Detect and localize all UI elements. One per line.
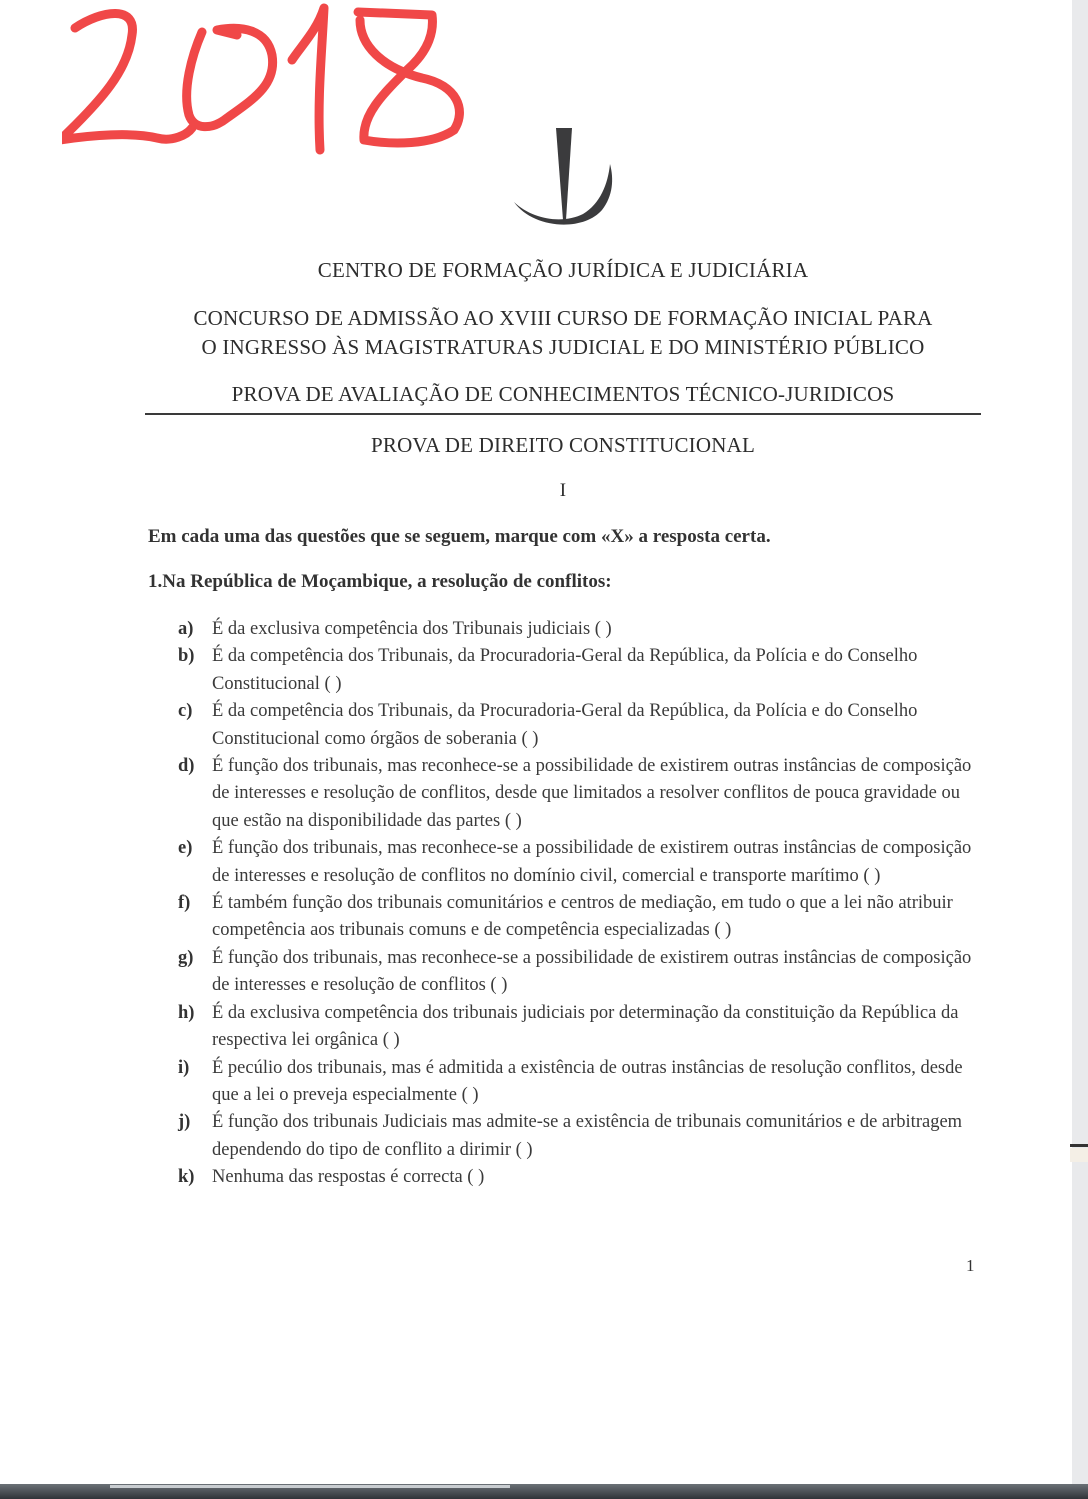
contest-title-line-1: CONCURSO DE ADMISSÃO AO XVIII CURSO DE FORMAÇÃO INICIAL PARA	[193, 306, 933, 330]
option-k[interactable]	[178, 1164, 988, 1191]
exam-type-title: PROVA DE AVALIAÇÃO DE CONHECIMENTOS TÉCNICO-JURIDICOS	[231, 382, 895, 406]
option-text: É função dos tribunais Judiciais mas admite-se a existência de tribunais comunitários e de arbitragem dependendo do tipo de conflito a dirimir ( )	[212, 1112, 963, 1160]
scan-artifact-strip	[1070, 1148, 1088, 1162]
option-text: É função dos tribunais, mas reconhece-se a possibilidade de existirem outras instâncias de composição de interesses e resolução de conflitos ( )	[212, 947, 972, 996]
option-letter: k)	[178, 1167, 195, 1188]
option-letter: d)	[178, 756, 195, 777]
section-number: I	[559, 480, 567, 501]
page-number: 1	[966, 1256, 975, 1275]
option-g[interactable]	[178, 945, 988, 1000]
scan-artifact-mark	[1070, 1144, 1088, 1147]
option-c[interactable]	[178, 698, 988, 753]
question-1-stem: 1.Na República de Moçambique, a resolução de conflitos:	[148, 571, 612, 592]
option-f[interactable]	[178, 890, 988, 945]
option-text: É pecúlio dos tribunais, mas é admitida a existência de outras instâncias de resolução conflitos, desde que a lei o preveja especialmente ( )	[212, 1057, 963, 1105]
option-i[interactable]	[178, 1055, 988, 1110]
option-letter: b)	[178, 646, 195, 667]
option-letter: a)	[178, 619, 194, 639]
option-letter: c)	[178, 701, 193, 722]
option-text: É função dos tribunais, mas reconhece-se a possibilidade de existirem outras instâncias de composição de interesses e resolução de conflitos, desde que limitados a resolver conflitos de pouca gravidade ou que estão na disponibilidade das partes ( )	[212, 756, 972, 831]
option-text: É também função dos tribunais comunitários e centros de mediação, em tudo o que a lei não atribuir competência aos tribunais comuns e de competência especializadas ( )	[212, 893, 953, 941]
instructions: Em cada uma das questões que se seguem, marque com «X» a resposta certa.	[148, 526, 771, 547]
option-b[interactable]	[178, 643, 988, 698]
option-text: É da competência dos Tribunais, da Procuradoria-Geral da República, da Polícia e do Conselho Constitucional ( )	[212, 646, 918, 694]
option-text: É da exclusiva competência dos Tribunais judiciais ( )	[212, 619, 612, 639]
institution-title: CENTRO DE FORMAÇÃO JURÍDICA E JUDICIÁRIA	[317, 258, 809, 282]
option-text: É da exclusiva competência dos tribunais judiciais por determinação da constituição da República da respectiva lei orgânica ( )	[212, 1002, 959, 1051]
option-d[interactable]	[178, 753, 988, 835]
option-letter: g)	[178, 947, 194, 968]
header-divider	[145, 413, 981, 415]
option-text: É função dos tribunais, mas reconhece-se a possibilidade de existirem outras instâncias de composição de interesses e resolução de conflitos no domínio civil, comercial e transporte marítimo ( )	[212, 838, 972, 886]
option-letter: e)	[178, 838, 193, 859]
option-e[interactable]	[178, 835, 988, 890]
handwritten-year-annotation	[62, 0, 542, 170]
scan-edge-right	[1072, 0, 1088, 1499]
scan-edge-highlight	[110, 1485, 510, 1488]
option-letter: i)	[178, 1057, 190, 1078]
option-h[interactable]	[178, 1000, 988, 1055]
option-letter: f)	[178, 893, 191, 914]
option-j[interactable]	[178, 1109, 988, 1164]
exam-subject-title: PROVA DE DIREITO CONSTITUCIONAL	[370, 433, 755, 457]
option-text: Nenhuma das respostas é correcta ( )	[212, 1167, 485, 1188]
institution-logo-icon	[508, 124, 620, 234]
question-1-options	[178, 616, 988, 1192]
option-a[interactable]	[178, 616, 988, 643]
option-letter: h)	[178, 1002, 195, 1023]
contest-title-line-2: O INGRESSO ÀS MAGISTRATURAS JUDICIAL E DO MINISTÉRIO PÚBLICO	[201, 335, 925, 359]
option-text: É da competência dos Tribunais, da Procuradoria-Geral da República, da Polícia e do Conselho Constitucional como órgãos de soberania ( )	[212, 701, 918, 749]
option-letter: j)	[178, 1112, 191, 1133]
